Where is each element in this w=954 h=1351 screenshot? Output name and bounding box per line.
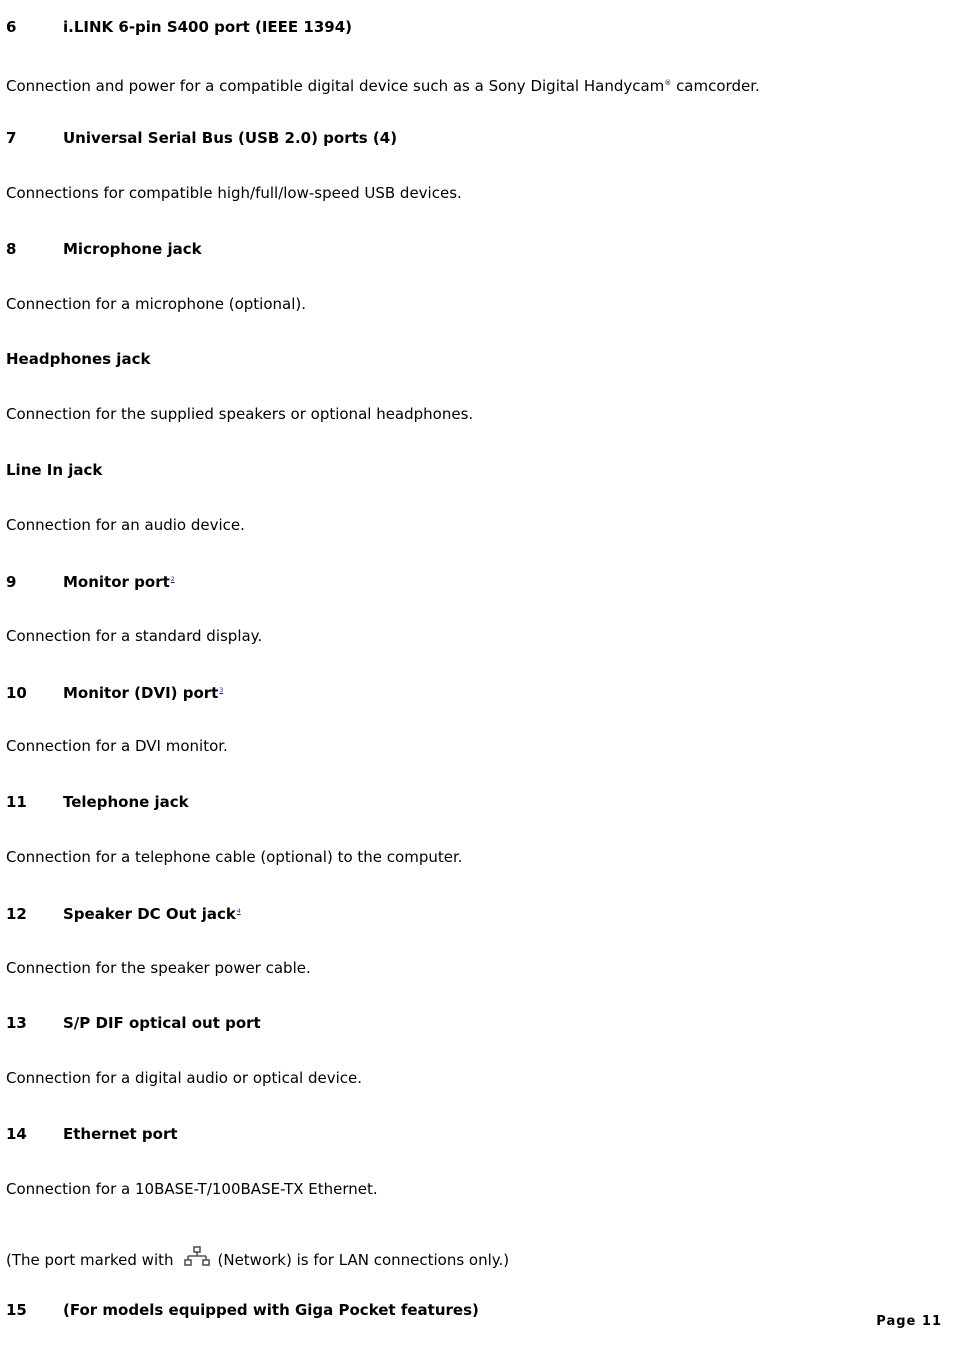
item-description-12: Connection for the speaker power cable. (6, 959, 311, 977)
item-title: (For models equipped with Giga Pocket features) (63, 1301, 479, 1319)
item-description-11: Connection for a telephone cable (optional) to the computer. (6, 848, 463, 866)
item-title: S/P DIF optical out port (63, 1014, 261, 1032)
item-number: 12 (6, 905, 27, 923)
item-title: Speaker DC Out jack (63, 905, 236, 923)
item-heading-6 (6, 18, 352, 36)
footnote-link[interactable]: 3 (219, 687, 224, 694)
item-heading-line-in: Line In jack (6, 461, 103, 479)
item-description-9: Connection for a standard display. (6, 627, 263, 645)
network-note-after: (Network) is for LAN connections only.) (217, 1251, 510, 1269)
item-heading-8 (6, 240, 202, 258)
network-note (6, 1246, 509, 1269)
item-description-headphones: Connection for the supplied speakers or optional headphones. (6, 405, 474, 423)
item-description-7: Connections for compatible high/full/low-speed USB devices. (6, 184, 462, 202)
item-description-13: Connection for a digital audio or optical device. (6, 1069, 362, 1087)
footnote-link[interactable]: 2 (170, 576, 175, 583)
item-title: Microphone jack (63, 240, 202, 258)
page-number: Page 11 (876, 1314, 942, 1329)
item-description-line-in: Connection for an audio device. (6, 516, 245, 534)
item-heading-headphones: Headphones jack (6, 350, 151, 368)
item-description-14: Connection for a 10BASE-T/100BASE-TX Ethernet. (6, 1180, 378, 1198)
item-number: 10 (6, 684, 27, 702)
item-heading-10 (6, 682, 223, 702)
item-number: 9 (6, 573, 17, 591)
item-description-6 (6, 74, 760, 95)
item-title: Ethernet port (63, 1125, 178, 1143)
description-text: Connection and power for a compatible digital device such as a Sony Digital Handycam (6, 77, 665, 95)
item-heading-14 (6, 1125, 178, 1143)
network-icon (184, 1246, 210, 1268)
item-number: 15 (6, 1301, 27, 1319)
item-description-10: Connection for a DVI monitor. (6, 737, 228, 755)
footnote-link[interactable]: 4 (236, 908, 241, 915)
item-heading-13 (6, 1014, 261, 1032)
item-title: Monitor (DVI) port (63, 684, 219, 702)
item-number: 8 (6, 240, 17, 258)
item-heading-7 (6, 129, 397, 147)
item-title: i.LINK 6-pin S400 port (IEEE 1394) (63, 18, 352, 36)
item-number: 14 (6, 1125, 27, 1143)
item-heading-11 (6, 793, 189, 811)
registered-mark: ® (664, 79, 672, 87)
item-heading-15 (6, 1301, 479, 1319)
item-heading-9 (6, 571, 175, 591)
description-suffix: camcorder. (671, 77, 760, 95)
item-title: Telephone jack (63, 793, 189, 811)
item-description-8: Connection for a microphone (optional). (6, 295, 307, 313)
item-title: Universal Serial Bus (USB 2.0) ports (4) (63, 129, 398, 147)
item-number: 6 (6, 18, 17, 36)
network-note-before: (The port marked with (6, 1251, 174, 1269)
item-title: Monitor port (63, 573, 170, 591)
item-number: 7 (6, 129, 17, 147)
item-number: 13 (6, 1014, 27, 1032)
item-number: 11 (6, 793, 27, 811)
item-heading-12 (6, 903, 241, 923)
